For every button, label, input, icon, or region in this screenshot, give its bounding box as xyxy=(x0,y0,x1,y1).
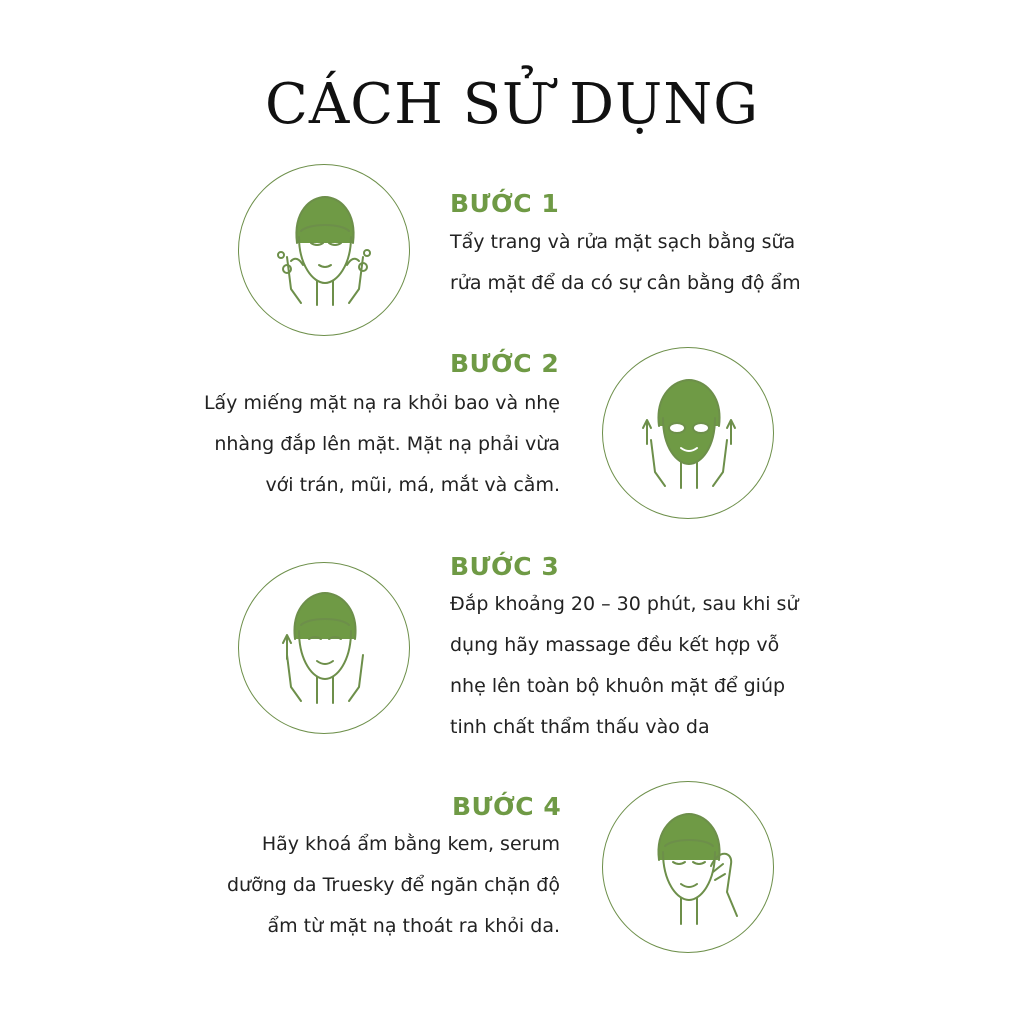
step-1-line: Tẩy trang và rửa mặt sạch bằng sữa xyxy=(450,231,796,253)
step-3-description xyxy=(450,584,799,748)
face-moisturize-icon xyxy=(603,782,775,954)
step-2-description xyxy=(160,383,560,506)
step-3-heading: BƯỚC 3 xyxy=(450,552,560,581)
step-3-line: dụng hãy massage đều kết hợp vỗ xyxy=(450,634,780,656)
step-1-heading: BƯỚC 1 xyxy=(450,189,560,218)
step-4-illustration xyxy=(602,781,774,953)
step-3-illustration xyxy=(238,562,410,734)
face-mask-icon xyxy=(603,348,775,520)
step-4-heading: BƯỚC 4 xyxy=(452,792,562,821)
step-2-line: với trán, mũi, má, mắt và cằm. xyxy=(265,474,560,496)
step-1-illustration xyxy=(238,164,410,336)
step-3-line: Đắp khoảng 20 – 30 phút, sau khi sử xyxy=(450,593,799,615)
step-4-line: dưỡng da Truesky để ngăn chặn độ xyxy=(227,874,560,896)
step-3-line: tinh chất thẩm thấu vào da xyxy=(450,716,710,738)
page-title: CÁCH SỬ DỤNG xyxy=(265,72,759,137)
step-4-line: Hãy khoá ẩm bằng kem, serum xyxy=(261,833,560,855)
step-2-line: Lấy miếng mặt nạ ra khỏi bao và nhẹ xyxy=(203,392,560,414)
face-washing-icon xyxy=(239,165,411,337)
step-2-heading: BƯỚC 2 xyxy=(450,349,560,378)
step-2-illustration xyxy=(602,347,774,519)
step-4-description xyxy=(160,824,560,947)
step-4-line: ẩm từ mặt nạ thoát ra khỏi da. xyxy=(267,915,560,937)
face-massage-icon xyxy=(239,563,411,735)
step-1-description xyxy=(450,222,801,304)
step-3-line: nhẹ lên toàn bộ khuôn mặt để giúp xyxy=(450,675,786,697)
step-1-line: rửa mặt để da có sự cân bằng độ ẩm xyxy=(450,272,801,294)
step-2-line: nhàng đắp lên mặt. Mặt nạ phải vừa xyxy=(214,433,560,455)
